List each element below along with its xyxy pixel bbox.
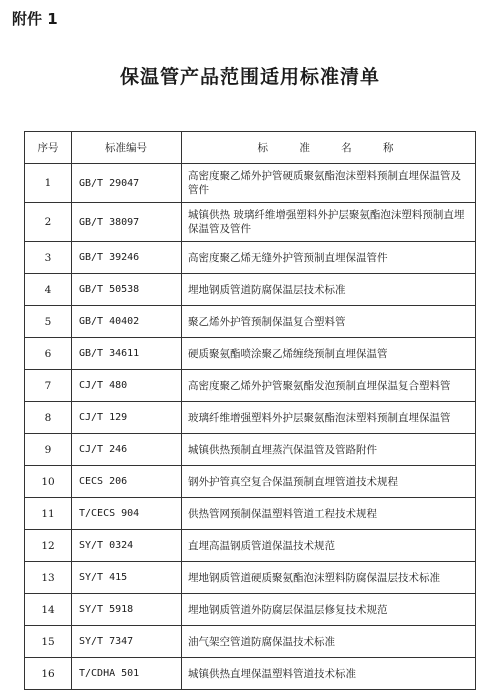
standard-code: T/CDHA 501 bbox=[72, 658, 182, 690]
standard-code: GB/T 50538 bbox=[72, 274, 182, 306]
row-number: 4 bbox=[25, 274, 72, 306]
column-header-name: 标 准 名 称 bbox=[182, 132, 476, 164]
standard-name: 玻璃纤维增强塑料外护层聚氨酯泡沫塑料预制直埋保温管 bbox=[182, 402, 476, 434]
standard-name: 城镇供热直埋保温塑料管道技术标准 bbox=[182, 658, 476, 690]
row-number: 3 bbox=[25, 242, 72, 274]
row-number: 13 bbox=[25, 562, 72, 594]
standard-code: T/CECS 904 bbox=[72, 498, 182, 530]
row-number: 11 bbox=[25, 498, 72, 530]
row-number: 5 bbox=[25, 306, 72, 338]
table-row bbox=[25, 530, 476, 562]
standard-name: 埋地钢质管道外防腐层保温层修复技术规范 bbox=[182, 594, 476, 626]
table-row bbox=[25, 274, 476, 306]
table-row bbox=[25, 203, 476, 242]
table-body bbox=[25, 164, 476, 690]
row-number: 10 bbox=[25, 466, 72, 498]
standard-name: 供热管网预制保温塑料管道工程技术规程 bbox=[182, 498, 476, 530]
table-row bbox=[25, 658, 476, 690]
standards-table bbox=[24, 131, 476, 690]
standard-code: GB/T 40402 bbox=[72, 306, 182, 338]
attachment-label: 附件 1 bbox=[12, 10, 58, 28]
standard-code: SY/T 5918 bbox=[72, 594, 182, 626]
standard-code: CJ/T 129 bbox=[72, 402, 182, 434]
row-number: 1 bbox=[25, 164, 72, 203]
row-number: 15 bbox=[25, 626, 72, 658]
standard-name: 高密度聚乙烯外护管硬质聚氨酯泡沫塑料预制直埋保温管及管件 bbox=[182, 164, 476, 203]
column-header-code: 标准编号 bbox=[72, 132, 182, 164]
table-row bbox=[25, 594, 476, 626]
table-row bbox=[25, 306, 476, 338]
standard-code: CJ/T 480 bbox=[72, 370, 182, 402]
standard-name: 城镇供热 玻璃纤维增强塑料外护层聚氨酯泡沫塑料预制直埋保温管及管件 bbox=[182, 203, 476, 242]
standard-name: 埋地钢质管道防腐保温层技术标准 bbox=[182, 274, 476, 306]
standard-code: GB/T 38097 bbox=[72, 203, 182, 242]
table-row bbox=[25, 434, 476, 466]
row-number: 12 bbox=[25, 530, 72, 562]
standard-name: 硬质聚氨酯喷涂聚乙烯缠绕预制直埋保温管 bbox=[182, 338, 476, 370]
table-row bbox=[25, 402, 476, 434]
table-row bbox=[25, 164, 476, 203]
row-number: 8 bbox=[25, 402, 72, 434]
row-number: 6 bbox=[25, 338, 72, 370]
standard-code: GB/T 39246 bbox=[72, 242, 182, 274]
standard-code: CECS 206 bbox=[72, 466, 182, 498]
table-row bbox=[25, 626, 476, 658]
table-row bbox=[25, 242, 476, 274]
table-row bbox=[25, 562, 476, 594]
standard-name: 埋地钢质管道硬质聚氨酯泡沫塑料防腐保温层技术标准 bbox=[182, 562, 476, 594]
standard-name: 直埋高温钢质管道保温技术规范 bbox=[182, 530, 476, 562]
standard-code: SY/T 7347 bbox=[72, 626, 182, 658]
row-number: 2 bbox=[25, 203, 72, 242]
row-number: 7 bbox=[25, 370, 72, 402]
standard-name: 高密度聚乙烯无缝外护管预制直埋保温管件 bbox=[182, 242, 476, 274]
standard-code: SY/T 0324 bbox=[72, 530, 182, 562]
row-number: 14 bbox=[25, 594, 72, 626]
table-header-row bbox=[25, 132, 476, 164]
table-row bbox=[25, 370, 476, 402]
standard-name: 钢外护管真空复合保温预制直埋管道技术规程 bbox=[182, 466, 476, 498]
document-title: 保温管产品范围适用标准清单 bbox=[119, 66, 380, 88]
standard-name: 高密度聚乙烯外护管聚氨酯发泡预制直埋保温复合塑料管 bbox=[182, 370, 476, 402]
standard-name: 油气架空管道防腐保温技术标准 bbox=[182, 626, 476, 658]
table-row bbox=[25, 498, 476, 530]
table-row bbox=[25, 338, 476, 370]
column-header-number: 序号 bbox=[25, 132, 72, 164]
standard-code: GB/T 29047 bbox=[72, 164, 182, 203]
standard-code: SY/T 415 bbox=[72, 562, 182, 594]
standard-name: 城镇供热预制直埋蒸汽保温管及管路附件 bbox=[182, 434, 476, 466]
row-number: 9 bbox=[25, 434, 72, 466]
row-number: 16 bbox=[25, 658, 72, 690]
standard-name: 聚乙烯外护管预制保温复合塑料管 bbox=[182, 306, 476, 338]
standard-code: CJ/T 246 bbox=[72, 434, 182, 466]
table-row bbox=[25, 466, 476, 498]
standard-code: GB/T 34611 bbox=[72, 338, 182, 370]
